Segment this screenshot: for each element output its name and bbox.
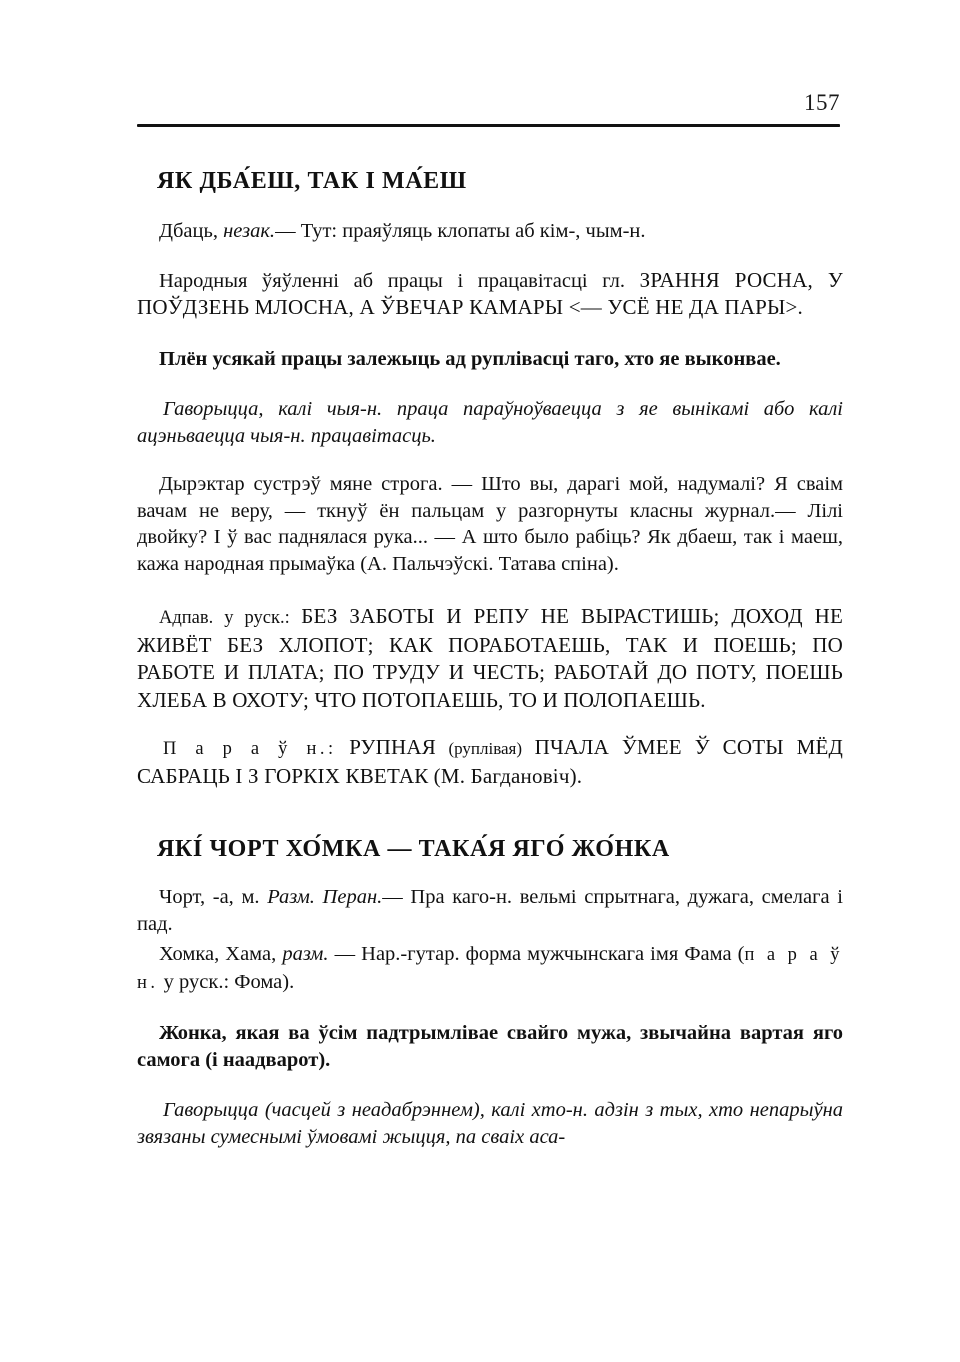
cross-reference-target: ЗРАННЯ РОСНА, У ПОЎДЗЕНЬ МЛОСНА, А ЎВЕЧАР КАМАРЫ <— УСЁ НЕ ДА ПАРЫ>. bbox=[137, 267, 843, 319]
gloss-body: — Тут: праяўляць клопаты аб кім-, чым-н. bbox=[275, 220, 646, 242]
entry-1-gloss bbox=[137, 218, 843, 245]
compare-label: П а р а ў н.: bbox=[163, 739, 337, 759]
compare-source: (М. Багдановіч). bbox=[433, 763, 583, 788]
entry-headword-2: ЯКІ́ ЧОРТ ХО́МКА — ТАКА́Я ЯГО́ ЖО́НКА bbox=[157, 836, 670, 862]
subheadword-grammar-marks: Разм. Перан. bbox=[267, 886, 383, 908]
entry-2-usage-note: Гаворыцца (часцей з неадабрэннем), калі хто-н. адзін з тых, хто непарыўна звязаны сумеснымі ўмовамі жыцця, па сваіх аса- bbox=[137, 1099, 843, 1148]
russian-equivalents-text: БЕЗ ЗАБОТЫ И РЕПУ НЕ ВЫРАСТИШЬ; ДОХОД НЕ ЖИВЁТ БЕЗ ХЛОПОТ; КАК ПОРАБОТАЕШЬ, ТАК И ПОЕШЬ; ПО РАБОТЕ И ПЛАТА; ПО ТРУДУ И ЧЕСТЬ; РАБОТАЙ ДО ПОТУ, ПОЕШЬ ХЛЕБА В ОХОТУ; ЧТО ПОТОПАЕШЬ, ТО И ПОЛОПАЕШЬ. bbox=[137, 604, 844, 712]
entry-2-subheadword-homka bbox=[137, 941, 843, 996]
compare-text-a: РУПНАЯ bbox=[349, 735, 436, 759]
compare-variant: (руплівая) bbox=[448, 739, 523, 758]
entry-1-usage-note: Гаворыцца, калі чыя-н. праца параўноўваецца з яе вынікамі або калі ацэньваецца чыя-н. працавітасць. bbox=[137, 398, 843, 447]
page-number: 157 bbox=[804, 90, 840, 115]
subheadword-body-2b: у руск.: Фома). bbox=[163, 970, 295, 993]
subheadword-body: — Пра каго-н. вельмі спрытнага, дужага, смелага і пад. bbox=[137, 886, 843, 935]
entry-2-definition: Жонка, якая ва ўсім падтрымлівае свайго мужа, звычайна вартая яго самога (і наадварот). bbox=[137, 1022, 843, 1071]
entry-1-russian-equivalents bbox=[137, 603, 843, 714]
entry-headword-1: ЯК ДБА́ЕШ, ТАК І МА́ЕШ bbox=[157, 168, 467, 194]
entry-1-definition: Плён усякай працы залежыць ад рупліваcці таго, хто яе выконвае. bbox=[159, 347, 781, 370]
entry-1-cross-reference bbox=[137, 267, 843, 322]
subheadword-grammar-marks-2: разм. bbox=[282, 943, 329, 965]
gloss-lemma: Дбаць, bbox=[159, 220, 218, 242]
cross-reference-intro: Народныя ўяўленні аб працы і працавітасці гл. bbox=[159, 269, 625, 292]
text-column bbox=[137, 150, 843, 1190]
header-rule bbox=[137, 124, 840, 127]
gloss-grammar-marker: незак. bbox=[223, 220, 276, 242]
entry-2-subheadword-chort bbox=[137, 884, 843, 937]
entry-1-compare bbox=[137, 734, 843, 790]
subheadword-lemma-2: Хомка, Хама, bbox=[159, 943, 277, 965]
subheadword-lemma: Чорт, -а, м. bbox=[159, 886, 260, 908]
entry-1-citation: Дырэктар сустрэў мяне строга. — Што вы, дарагі мой, надумалі? Я сваім вачам не веру, — ткнуў ён пальцам у разгорнуты класны журнал.— Лілі двойку? І ў вас паднялася рука... — А што было рабіць? Як дбаеш, так і маеш, кажа народная прымаўка (А. Пальчэўскі. Татава спіна). bbox=[137, 473, 843, 575]
compare-text-b: ПЧАЛА ЎМЕЕ Ў СОТЫ МЁД САБРАЦЬ І З ГОРКІХ КВЕТАК bbox=[137, 735, 844, 788]
russian-equivalents-label: Адпав. у руск.: bbox=[159, 608, 290, 628]
subheadword-body-2a: — Нар.-гутар. форма мужчынскага імя Фама ( bbox=[334, 943, 745, 965]
subheadword-compare-label: п а р а ў н. bbox=[137, 945, 844, 993]
